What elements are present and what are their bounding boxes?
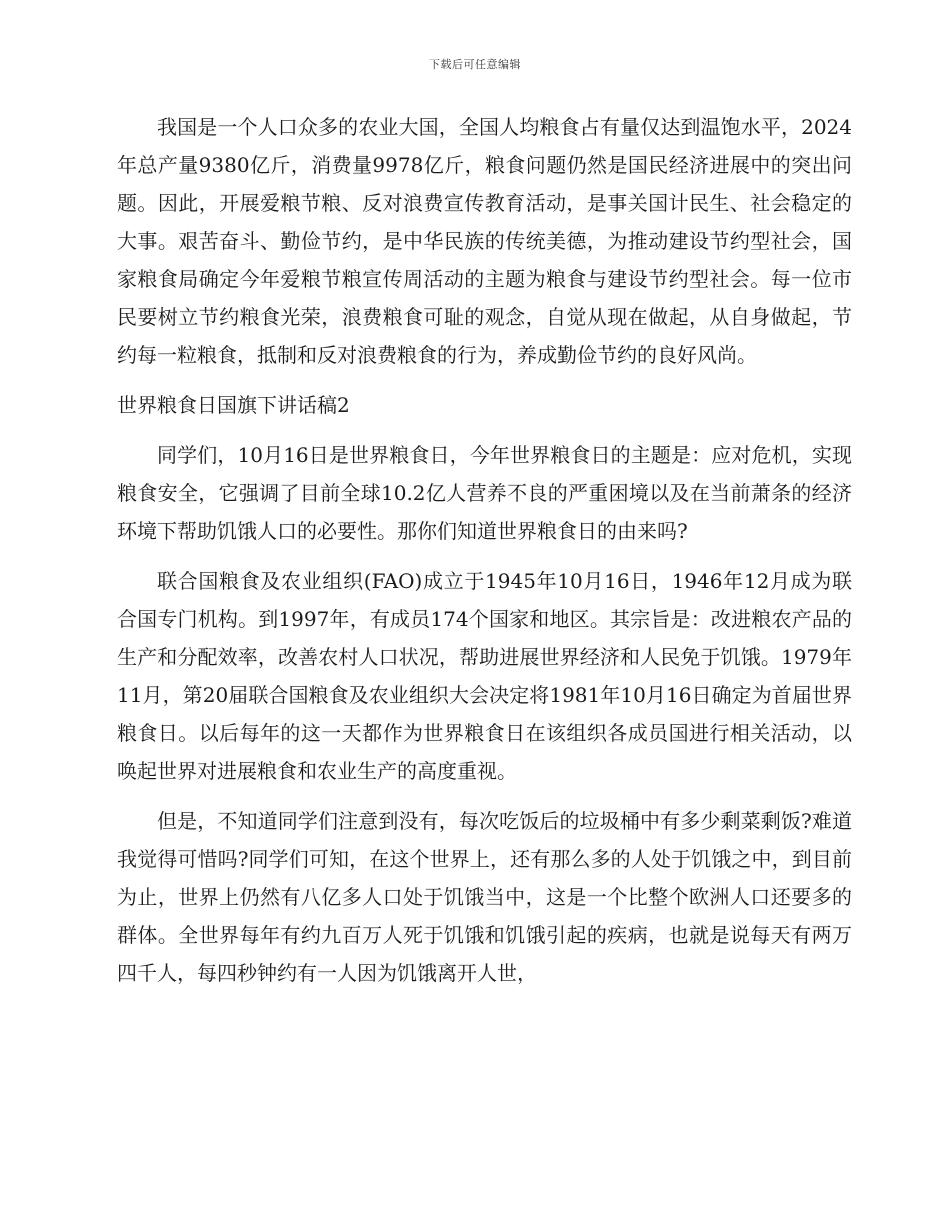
paragraph-grain-status: 我国是一个人口众多的农业大国，全国人均粮食占有量仅达到温饱水平，2024年总产量9380亿斤，消费量9978亿斤，粮食问题仍然是国民经济进展中的突出问题。因此，开展爱粮节粮、反对浪费宣传教育活动，是事关国计民生、社会稳定的大事。艰苦奋斗、勤俭节约，是中华民族的传统美德，为推动建设节约型社会，国家粮食局确定今年爱粮节粮宣传周活动的主题为粮食与建设节约型社会。每一位市民要树立节约粮食光荣，浪费粮食可耻的观念，自觉从现在做起，从自身做起，节约每一粒粮食，抵制和反对浪费粮食的行为，养成勤俭节约的良好风尚。: [117, 115, 852, 367]
paragraph-fao-history: 联合国粮食及农业组织(FAO)成立于1945年10月16日，1946年12月成为联合国专门机构。到1997年，有成员174个国家和地区。其宗旨是：改进粮农产品的生产和分配效率，改善农村人口状况，帮助进展世界经济和人民免于饥饿。1979年11月，第20届联合国粮食及农业组织大会决定将1981年10月16日确定为首届世界粮食日。以后每年的这一天都作为世界粮食日在该组织各成员国进行相关活动，以唤起世界对进展粮食和农业生产的高度重视。: [117, 569, 852, 783]
header-note: 下载后可任意编辑: [429, 58, 521, 71]
section-heading: 世界粮食日国旗下讲话稿2: [117, 393, 350, 417]
paragraph-world-food-day: 同学们，10月16日是世界粮食日，今年世界粮食日的主题是：应对危机，实现粮食安全，它强调了目前全球10.2亿人营养不良的严重困境以及在当前萧条的经济环境下帮助饥饿人口的必要性。那你们知道世界粮食日的由来吗?: [117, 443, 852, 543]
document-body: [117, 108, 852, 992]
paragraph-hunger-facts: 但是，不知道同学们注意到没有，每次吃饭后的垃圾桶中有多少剩菜剩饭?难道我觉得可惜吗?同学们可知，在这个世界上，还有那么多的人处于饥饿之中，到目前为止，世界上仍然有八亿多人口处于饥饿当中，这是一个比整个欧洲人口还要多的群体。全世界每年有约九百万人死于饥饿和饥饿引起的疾病，也就是说每天有两万四千人，每四秒钟约有一人因为饥饿离开人世，: [117, 809, 852, 985]
